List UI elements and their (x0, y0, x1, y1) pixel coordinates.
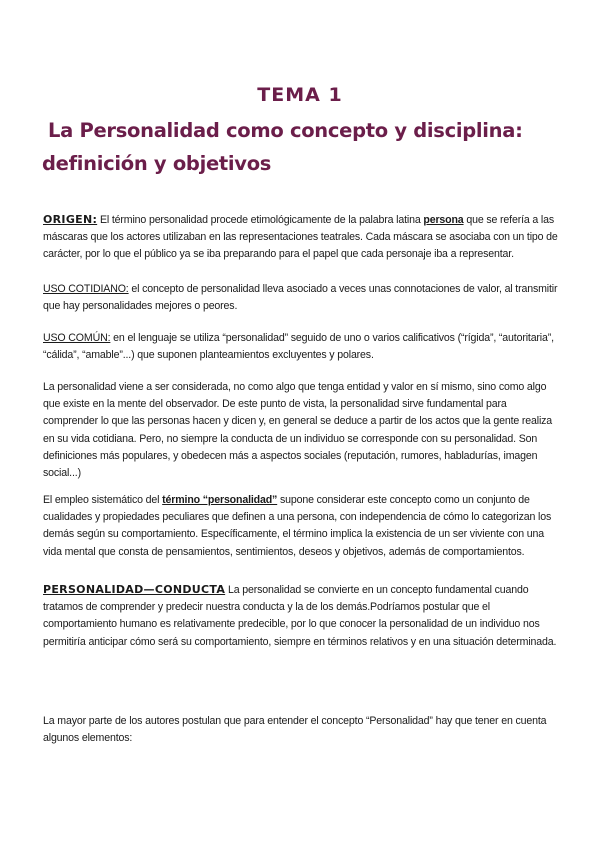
conducta-heading: PERSONALIDAD—CONDUCTA (43, 583, 226, 596)
observador-text: La personalidad viene a ser considerada, no como algo que tenga entidad y valor en sí mismo, sino como algo que existe en la mente del observador. De este punto de vista, la personalidad sirve fundamental para comprender lo que las personas hacen y dicen y, en general se deduce a partir de los actos que la gente realiza en su vida cotidiana. Pero, no siempre la conducta de un individuo se corresponde con su personalidad. Son definiciones más populares, y obedecen más a aspectos sociales (reputación, rumores, habladurías, imagen social...) (43, 381, 553, 480)
paragraph-uso-cotidiano (43, 281, 563, 315)
origen-heading: ORIGEN: (43, 213, 98, 226)
sistematico-text-2: supone considerar este concepto como un conjunto de cualidades y propiedades peculiares que definen a una persona, con independencia de cómo lo categorizan los demás según su comportamiento. Específicamente, el término implica la existencia de un ser viviente con una vida mental que consta de pensamientos, sentimientos, deseos y objetivos, además de comportamientos. (43, 494, 552, 558)
page-title-line-1: La Personalidad como concepto y disciplina: (48, 119, 523, 142)
origen-text-2: que se refería a las máscaras que los actores utilizaban en las representaciones teatrales. Cada máscara se asociaba con un tipo de carácter, por lo que el público ya se iba preparando para el papel que cada personaje iba a representar. (43, 214, 558, 261)
paragraph-sistematico (43, 492, 563, 561)
uso-cotidiano-heading: USO COTIDIANO: (43, 283, 129, 295)
uso-comun-heading: USO COMÚN: (43, 332, 111, 344)
paragraph-origen (43, 211, 563, 264)
origen-text-1: El término personalidad procede etimológicamente de la palabra latina (97, 214, 424, 226)
sistematico-keyword: término “personalidad” (162, 494, 278, 506)
page-title-line-2: definición y objetivos (42, 152, 272, 175)
unit-title: TEMA 1 (257, 84, 343, 106)
paragraph-uso-comun (43, 330, 563, 364)
uso-cotidiano-text: el concepto de personalidad lleva asociado a veces unas connotaciones de valor, al transmitir que hay personalidades mejores o peores. (43, 283, 558, 313)
sistematico-text-1: El empleo sistemático del (43, 494, 163, 506)
paragraph-autores (43, 713, 563, 747)
autores-text: La mayor parte de los autores postulan que para entender el concepto “Personalidad” hay que tener en cuenta algunos elementos: (43, 715, 547, 745)
origen-keyword: persona (423, 214, 464, 226)
uso-comun-text: en el lenguaje se utiliza “personalidad” seguido de uno o varios calificativos (“rígida”, “autoritaria”, “cálida”, “amable”...) que suponen planteamientos excluyentes y polares. (43, 332, 554, 362)
conducta-text: La personalidad se convierte en un concepto fundamental cuando tratamos de comprender y predecir nuestra conducta y la de los demás.Podríamos postular que el comportamiento humano es relativamente predecible, por lo que conocer la personalidad de un individuo nos permitiría anticipar cómo será su comportamiento, siempre en términos relativos y en una situación determinada. (43, 584, 557, 648)
paragraph-observador (43, 379, 563, 482)
paragraph-conducta (43, 581, 563, 651)
